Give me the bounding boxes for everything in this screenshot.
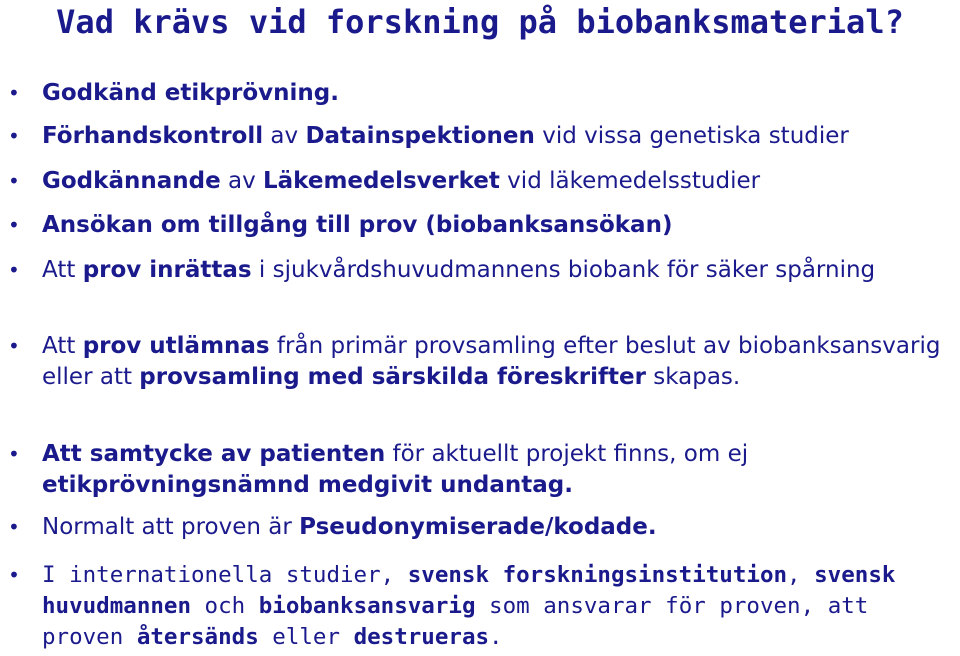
bullet-text: ,: [787, 562, 815, 588]
bullet-item: [8, 166, 957, 197]
bullet-text-bold: biobanksansvarig: [258, 593, 476, 619]
bullet-text-bold: Läkemedelsverket: [263, 168, 500, 194]
bullet-text: av: [263, 123, 306, 149]
bullet-text-bold: etikprövningsnämnd medgivit undantag.: [42, 472, 573, 498]
bullet-text-bold: prov inrättas: [82, 257, 252, 283]
bullet-text: från primär provsamling efter beslut av biobanksansvarig eller att: [42, 333, 941, 390]
bullet-text: Att: [42, 257, 83, 283]
bullet-text: eller: [258, 624, 354, 650]
bullet-item: [8, 439, 957, 501]
bullet-text: som ansvarar för proven, att proven: [42, 593, 869, 650]
bullet-text-bold: Pseudonymiserade/kodade.: [299, 514, 657, 540]
bullet-text-bold: Förhandskontroll: [42, 123, 264, 149]
bullet-dot-icon: •: [8, 515, 20, 539]
bullet-item: [8, 512, 957, 543]
bullet-text: vid vissa genetiska studier: [534, 123, 849, 149]
bullet-item: [8, 210, 957, 241]
bullet-text: skapas.: [645, 364, 741, 390]
bullet-text-bold: destrueras: [353, 624, 490, 650]
bullet-item: [8, 560, 957, 653]
bullet-text-bold: Godkänd etikprövning.: [42, 80, 340, 106]
bullet-text-bold: provsamling med särskilda föreskrifter: [139, 364, 646, 390]
bullet-text-bold: svensk huvudmannen: [42, 562, 896, 619]
bullet-text: för aktuellt projekt finns, om ej: [385, 441, 749, 467]
bullet-text-bold: Datainspektionen: [305, 123, 535, 149]
bullet-text: I internationella studier,: [42, 562, 408, 588]
bullet-dot-icon: •: [8, 442, 20, 466]
bullet-text-bold: prov utlämnas: [82, 333, 270, 359]
bullet-text: vid läkemedelsstudier: [499, 168, 761, 194]
bullet-text: Normalt att proven är: [42, 514, 300, 540]
bullet-text-bold: Godkännande: [42, 168, 221, 194]
bullet-text-bold: svensk forskningsinstitution: [407, 562, 788, 588]
bullet-dot-icon: •: [8, 124, 20, 148]
bullet-text: i sjukvårdshuvudmannens biobank för säker spårning: [251, 257, 876, 283]
slide-title: Vad krävs vid forskning på biobanksmaterial?: [56, 3, 904, 41]
bullet-dot-icon: •: [8, 213, 20, 237]
bullet-text-bold: återsänds: [136, 624, 259, 650]
bullet-dot-icon: •: [8, 334, 20, 358]
bullet-text-bold: Att samtycke av patienten: [42, 441, 386, 467]
bullet-text: .: [489, 624, 503, 650]
bullet-text: av: [220, 168, 263, 194]
bullet-text: Att: [42, 333, 83, 359]
bullet-item: [8, 78, 957, 109]
bullet-text-bold: Ansökan om tillgång till prov (biobanksansökan): [42, 212, 673, 238]
bullet-item: [8, 331, 957, 393]
bullet-text: och: [191, 593, 259, 619]
bullet-dot-icon: •: [8, 81, 20, 105]
bullet-item: [8, 255, 957, 286]
bullet-item: [8, 121, 957, 152]
bullet-dot-icon: •: [8, 258, 20, 282]
bullet-dot-icon: •: [8, 169, 20, 193]
bullet-dot-icon: •: [8, 563, 21, 587]
